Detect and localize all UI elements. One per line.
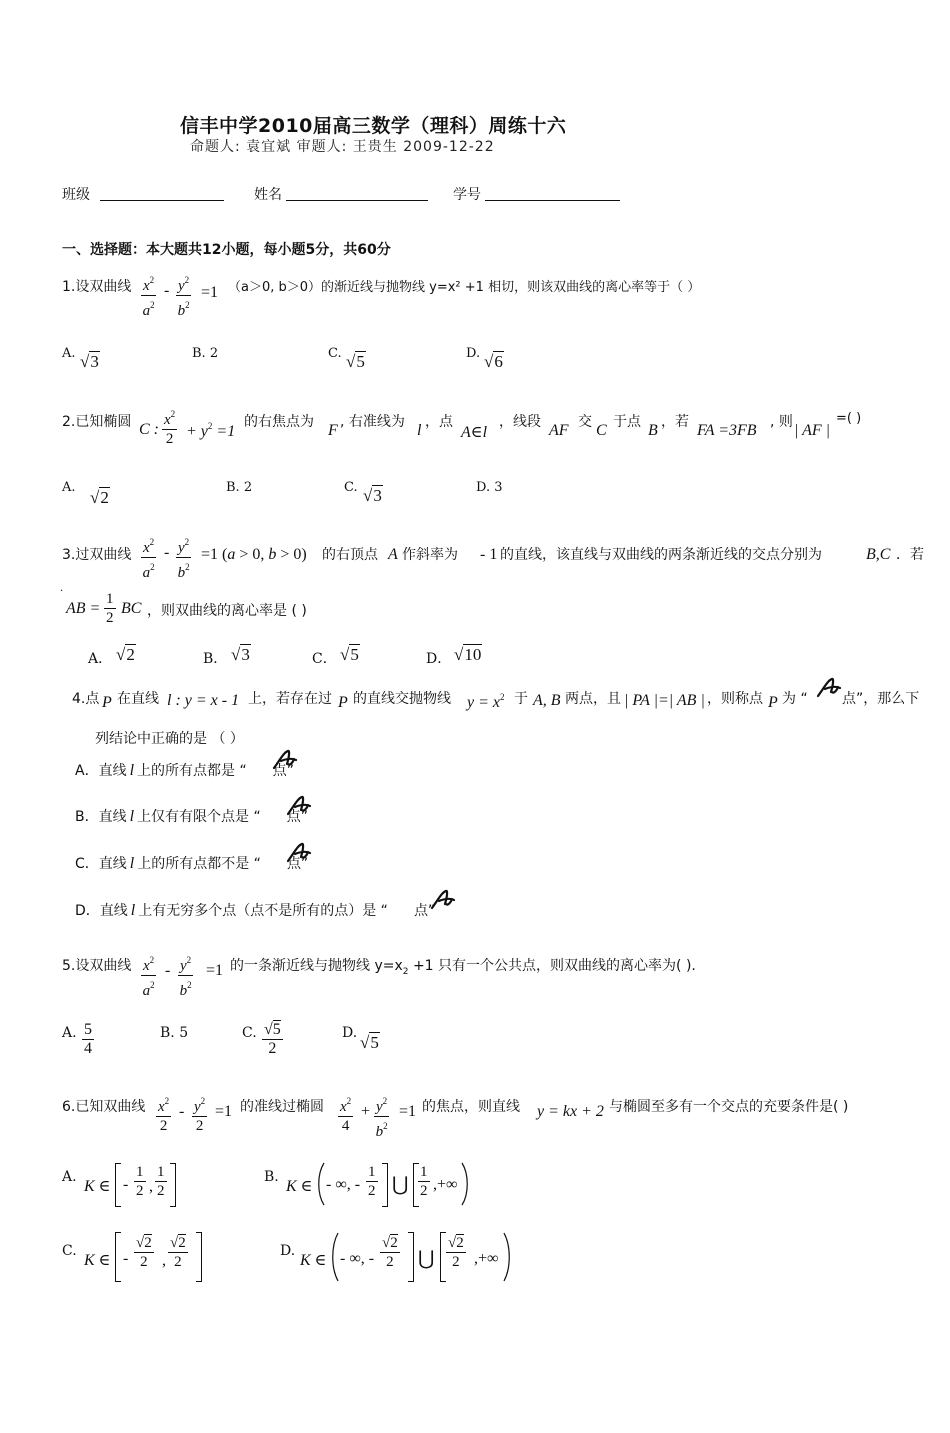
q3-opt-a-sqrt: √2	[116, 645, 135, 664]
q3-frac-half: $\frac{1}{2}$	[106, 591, 114, 626]
q6-opt-d-posinf: ,+∞	[474, 1250, 499, 1267]
q6-frac-x: $\frac{x^2}{2}$	[156, 1092, 171, 1135]
q3-frac-x: $\frac{x^2}{a^2}$	[141, 533, 156, 582]
q2-c: C :	[139, 421, 159, 438]
q5-frac-y: $\frac{y^2}{b^2}$	[178, 951, 193, 1000]
q4-opt-c-l: l	[129, 855, 135, 872]
q6-opt-a-frac1: $\frac{1}{2}$	[136, 1164, 144, 1199]
q2-l: l	[417, 422, 422, 439]
q2-opt-c-radicand: 3	[373, 486, 382, 505]
q6-opt-d-frac2: $\frac{√2}{2}$	[448, 1235, 464, 1270]
class-label: 班级	[62, 187, 90, 203]
q4-cond: | PA |=| AB |	[624, 692, 705, 709]
q1-opt-a-label: A.	[62, 346, 76, 361]
q6-line: y = kx + 2	[537, 1103, 604, 1120]
q6-opt-c[interactable]: C.	[62, 1243, 77, 1259]
page-subtitle: 命题人: 袁宜斌 审题人: 王贵生 2009-12-22	[190, 139, 495, 155]
q1-opt-c[interactable]	[328, 346, 342, 361]
q5-opt-d[interactable]: D.	[342, 1025, 358, 1041]
q5-opt-b[interactable]: B. 5	[160, 1025, 189, 1041]
q3-t1: 的右顶点	[322, 547, 378, 563]
q1-opt-c-radicand: 5	[356, 352, 365, 371]
id-label: 学号	[453, 187, 481, 203]
q3-opt-d-sqrt: √10	[454, 645, 482, 664]
q2-t8: , 则	[770, 414, 793, 430]
q6-eq2: =1	[399, 1103, 417, 1120]
id-blank[interactable]	[485, 186, 620, 201]
q1-opt-d-sqrt: √6	[484, 352, 503, 371]
q2-t2: , 右准线为	[340, 414, 405, 430]
q6-opt-d-lparen	[330, 1232, 340, 1282]
q6-opt-c-lbracket	[115, 1232, 121, 1282]
q3-minus: -	[164, 544, 170, 561]
q2-B: B	[648, 422, 658, 439]
q4-t6: 两点，且	[565, 691, 621, 707]
q2-t9: =( )	[836, 411, 862, 426]
q6-opt-b-k: K ∈	[286, 1178, 313, 1195]
q2-frac: $\frac{x^2}{2}$	[162, 405, 177, 448]
q4-opt-a-l: l	[129, 762, 135, 779]
q4-opt-a[interactable]	[75, 760, 294, 780]
q6-opt-a-k: K ∈	[84, 1178, 111, 1195]
q6-opt-d-frac1: $\frac{√2}{2}$	[382, 1235, 398, 1270]
q5-frac-x: $\frac{x^2}{a^2}$	[141, 951, 156, 1000]
q6-prefix: 6.已知双曲线	[62, 1099, 146, 1115]
q4-t8: 为 “	[782, 691, 808, 707]
q2-opt-d[interactable]: D. 3	[476, 480, 503, 495]
q5-cond-sub: 2	[402, 966, 409, 977]
q4-opt-d-end: 点”	[413, 903, 436, 919]
q4-opt-a-script-icon	[272, 748, 298, 772]
q2-prefix: 2.已知椭圆	[62, 414, 132, 430]
q6-opt-b[interactable]: B.	[264, 1169, 279, 1185]
q3-opt-c[interactable]: C．	[312, 651, 337, 667]
q1-opt-c-label: C.	[328, 346, 342, 361]
section-heading: 一、选择题：本大题共12小题，每小题5分，共60分	[62, 242, 391, 258]
q1-opt-b[interactable]: B. 2	[192, 346, 219, 361]
q3-opt-d-radicand: 10	[464, 645, 482, 664]
q4-opt-b-script-icon	[286, 794, 312, 818]
q3-opt-a-radicand: 2	[126, 645, 135, 664]
q5-cond-text: 的一条渐近线与抛物线 y=x	[230, 958, 403, 974]
q6-t1: 的准线过椭圆	[240, 1099, 324, 1115]
q5-minus: -	[165, 962, 171, 979]
q6-opt-c-minus: -	[123, 1250, 129, 1267]
q3-opt-c-sqrt: √5	[340, 645, 359, 664]
q4-opt-b[interactable]	[75, 806, 308, 826]
q3-t5: ，则双曲线的离心率是 ( )	[147, 603, 307, 619]
q5-eq: =1	[206, 962, 224, 979]
q3-opt-b-sqrt: √3	[231, 645, 250, 664]
q6-ell-x: $\frac{x^2}{4}$	[338, 1092, 353, 1135]
q1-opt-d-label: D.	[466, 346, 481, 361]
q4-opt-c-script-icon	[286, 841, 312, 865]
q3-dot: .	[60, 580, 63, 594]
q6-opt-c-frac2: $\frac{√2}{2}$	[170, 1235, 186, 1270]
q4-opt-d-script-icon	[430, 888, 456, 912]
q6-ell-y: $\frac{y^2}{b^2}$	[374, 1092, 389, 1141]
q6-opt-a-frac2: $\frac{1}{2}$	[157, 1164, 165, 1199]
q3-A: A	[388, 546, 398, 563]
q4-P: P	[102, 694, 112, 711]
q6-opt-a-rbracket	[170, 1163, 176, 1207]
q3-opt-c-radicand: 5	[350, 645, 359, 664]
q1-opt-c-sqrt: √5	[346, 352, 365, 371]
q4-opt-b-end: 点”	[286, 809, 309, 825]
q4-t9: 点”，那么下	[842, 691, 920, 707]
q1-opt-a[interactable]	[62, 346, 76, 361]
q2-absAF: | AF |	[794, 422, 831, 439]
q6-frac-y: $\frac{y^2}{2}$	[192, 1092, 207, 1135]
q4-P3: P	[768, 694, 778, 711]
q6-plus: +	[361, 1103, 371, 1120]
q1-minus: -	[164, 282, 170, 299]
class-blank[interactable]	[100, 186, 224, 201]
q6-t2: 的焦点，则直线	[422, 1099, 520, 1115]
page-title: 信丰中学2010届高三数学（理科）周练十六	[180, 115, 567, 137]
q3-opt-d[interactable]: D．	[426, 651, 452, 667]
q3-opt-b[interactable]: B．	[203, 651, 228, 667]
q2-C: C	[596, 422, 607, 439]
q2-Ainl: A∈l	[461, 424, 488, 441]
q2-opt-a[interactable]: A.	[62, 480, 76, 495]
q6-opt-b-frac2: $\frac{1}{2}$	[420, 1164, 428, 1199]
q2-t3: ，点	[425, 414, 453, 430]
q4-opt-a-pre: A．直线	[75, 763, 127, 779]
q1-opt-d-radicand: 6	[494, 352, 503, 371]
q2-opt-c-sqrt: √3	[363, 486, 382, 505]
q2-F: F	[328, 422, 338, 439]
q6-opt-a-lbracket	[115, 1163, 121, 1207]
q5-cond	[230, 955, 696, 977]
q6-opt-b-rparen	[460, 1162, 470, 1206]
name-label: 姓名	[254, 187, 282, 203]
q6-opt-c-rbracket	[196, 1232, 202, 1282]
q4-AB: A, B	[533, 692, 561, 709]
q3-prefix: 3.过双曲线	[62, 547, 132, 563]
q2-t7: ，若	[661, 414, 689, 430]
q1-frac-y: $\frac{y^2}{b^2}$	[176, 271, 191, 320]
q6-minus: -	[179, 1103, 185, 1120]
q2-opt-a-radicand: 2	[100, 488, 109, 507]
q1-prefix: 1.设双曲线	[62, 279, 132, 295]
q4-opt-a-post: 上的所有点都是 “	[137, 763, 247, 779]
q2-y2: + $y^2 =1$	[186, 421, 236, 440]
q2-opt-c[interactable]: C.	[344, 480, 358, 495]
q5-opt-d-sqrt: √5	[360, 1033, 379, 1052]
q6-opt-a[interactable]: A.	[62, 1169, 77, 1185]
q6-eq: =1	[215, 1103, 233, 1120]
q4-opt-d-post: 上有无穷多个点（点不是所有的点）是 “	[138, 903, 388, 919]
q4-t5: 于	[514, 691, 528, 707]
q4-opt-b-l: l	[129, 808, 135, 825]
q6-opt-d-k: K ∈	[300, 1252, 327, 1269]
q2-AF: AF	[549, 422, 569, 439]
q6-opt-c-frac1: $\frac{√2}{2}$	[136, 1235, 152, 1270]
name-field[interactable]	[254, 184, 428, 204]
q4-line2: 列结论中正确的是 （ ）	[95, 731, 244, 747]
name-blank[interactable]	[286, 186, 428, 201]
q6-opt-b-union: ⋃	[392, 1174, 409, 1196]
q1-opt-a-radicand: 3	[90, 352, 99, 371]
q5-cond-tail: +1 只有一个公共点，则双曲线的离心率为( ).	[408, 958, 696, 974]
q4-opt-d[interactable]	[75, 900, 435, 920]
q4-t1: 4.点	[72, 691, 100, 707]
q1-opt-d[interactable]	[466, 346, 480, 361]
q4-t3: 上，若存在过	[248, 691, 332, 707]
q6-opt-c-k: K ∈	[84, 1252, 111, 1269]
q4-opt-c-post: 上的所有点都不是 “	[137, 856, 261, 872]
q6-opt-b-lparen	[316, 1162, 326, 1206]
q4-opt-a-end: 点”	[272, 763, 294, 779]
q2-opt-a-sqrt: √2	[90, 488, 109, 507]
q4-script-a-icon	[816, 676, 842, 700]
q3-t2: 作斜率为	[402, 547, 458, 563]
q2-t5: 交	[578, 414, 592, 430]
q6-t3: 与椭圆至多有一个交点的充要条件是( )	[609, 1099, 849, 1115]
q3-BC2: BC	[121, 600, 142, 617]
id-field[interactable]	[453, 184, 620, 204]
q4-P2: P	[338, 694, 348, 711]
q2-FA3FB: FA =3FB	[697, 422, 757, 439]
q6-opt-d-union: ⋃	[418, 1248, 435, 1270]
q3-t3: 的直线，该直线与双曲线的两条渐近线的交点分别为	[500, 547, 822, 563]
q4-line: l : y = x - 1	[167, 692, 240, 709]
q1-opt-a-sqrt: √3	[80, 352, 99, 371]
q6-opt-d-neginf: - ∞, -	[340, 1250, 375, 1267]
q6-opt-b-posinf: ,+∞	[433, 1176, 458, 1193]
q5-opt-c-frac: $\frac{√5}{2}$	[264, 1021, 281, 1057]
q6-opt-b-rbracket1	[382, 1163, 388, 1207]
q5-opt-a-frac: $\frac{5}{4}$	[84, 1021, 92, 1057]
q6-opt-d[interactable]: D.	[280, 1243, 296, 1259]
q4-opt-b-post: 上仅有有限个点是 “	[137, 809, 261, 825]
q4-opt-c-end: 点”	[286, 856, 309, 872]
q5-prefix: 5.设双曲线	[62, 958, 132, 974]
q4-opt-b-pre: B．直线	[75, 809, 127, 825]
q4-opt-d-pre: D．直线	[75, 903, 128, 919]
q6-opt-c-comma: ,	[162, 1252, 166, 1269]
q2-t4: ，线段	[499, 414, 541, 430]
q6-opt-d-rparen	[502, 1232, 512, 1282]
q4-parabola: $y = x^2$	[467, 692, 505, 711]
q3-opt-a[interactable]: A．	[88, 651, 113, 667]
q6-opt-a-comma: ,	[149, 1178, 153, 1195]
q4-opt-d-l: l	[130, 902, 136, 919]
q4-t2: 在直线	[117, 691, 159, 707]
q6-opt-a-minus: -	[123, 1176, 129, 1193]
q6-opt-d-rbracket1	[408, 1232, 414, 1282]
q3-frac-y: $\frac{y^2}{b^2}$	[176, 533, 191, 582]
q2-t6: 于点	[613, 414, 641, 430]
q6-opt-b-frac1: $\frac{1}{2}$	[368, 1164, 376, 1199]
q2-t1: 的右焦点为	[244, 414, 314, 430]
q3-slope: - 1	[480, 546, 498, 563]
q4-opt-c[interactable]	[75, 853, 308, 873]
q2-opt-b[interactable]: B. 2	[226, 480, 253, 495]
q3-opt-b-radicand: 3	[241, 645, 250, 664]
q5-opt-a[interactable]: A.	[62, 1025, 77, 1041]
q4-t7: ，则称点	[707, 691, 763, 707]
q1-eq: =1	[201, 284, 219, 301]
q4-opt-c-pre: C．直线	[75, 856, 127, 872]
q1-cond: （a＞0, b＞0）的渐近线与抛物线 y=x² +1 相切，则该双曲线的离心率等于（ ）	[228, 280, 701, 295]
class-field[interactable]	[62, 184, 224, 204]
q6-opt-b-neginf: - ∞, -	[326, 1176, 361, 1193]
q3-cond-math: =1 (a > 0, b > 0)	[201, 546, 307, 563]
q1-frac-x: $\frac{x^2}{a^2}$	[141, 271, 156, 320]
q3-t4: ．若	[896, 547, 924, 563]
q4-t4: 的直线交抛物线	[353, 691, 451, 707]
q3-AB: AB =	[66, 600, 101, 617]
q5-opt-c[interactable]: C.	[242, 1025, 257, 1041]
q3-BC: B,C	[866, 546, 891, 563]
